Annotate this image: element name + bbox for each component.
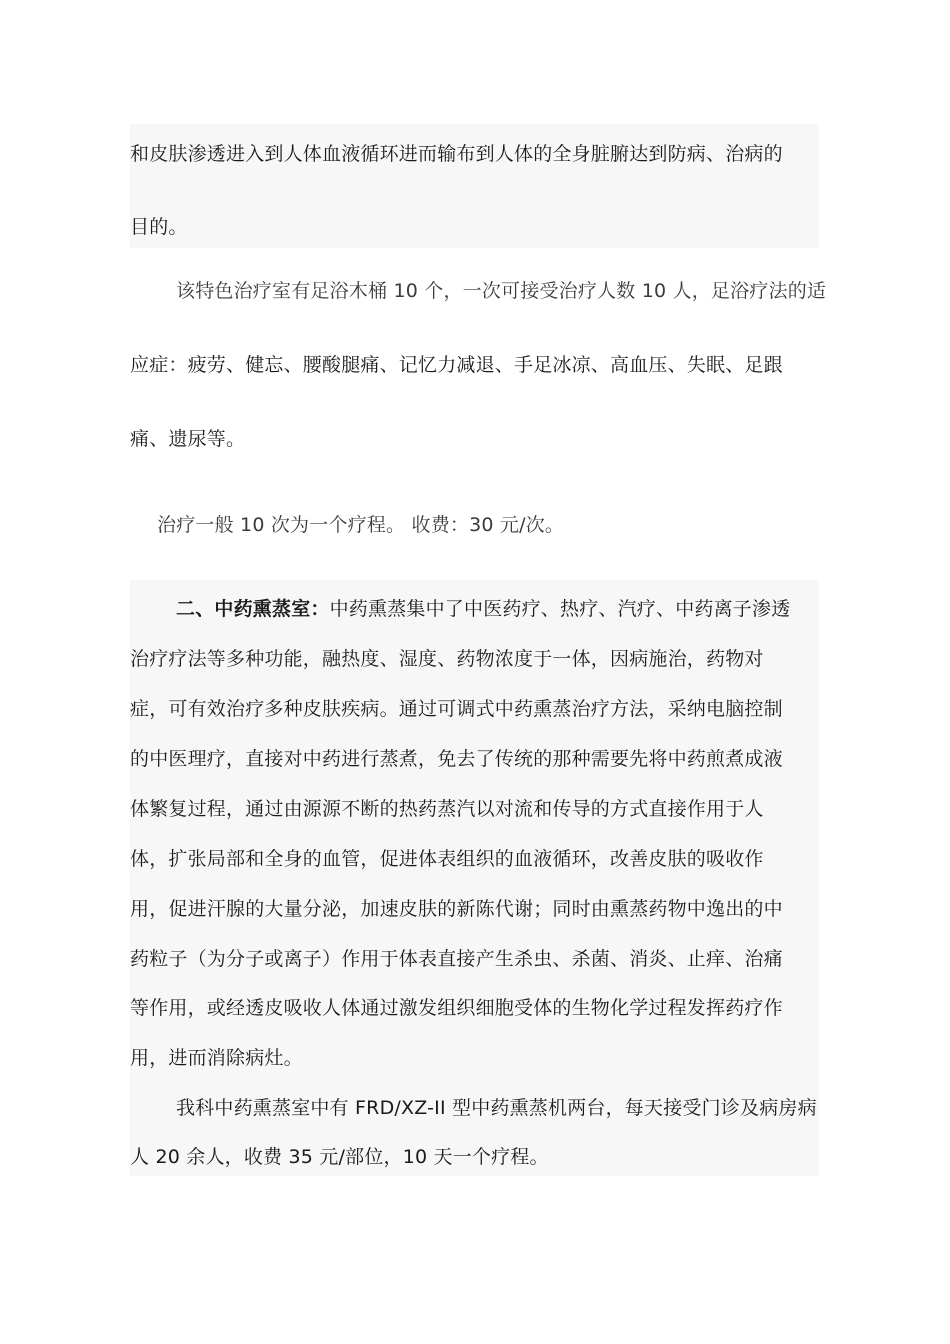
section2-line-10: 用，进而消除病灶。: [130, 1047, 303, 1069]
para2-line-3: 痛、遗尿等。: [130, 428, 246, 450]
para3-line: 治疗一般 10 次为一个疗程。 收费：30 元/次。: [157, 514, 565, 536]
section2-line-3: 症，可有效治疗多种皮肤疾病。通过可调式中药熏蒸治疗方法，采纳电脑控制: [130, 698, 783, 720]
para1-line-2: 目的。: [130, 216, 188, 238]
section2-line-2: 治疗疗法等多种功能，融热度、湿度、药物浓度于一体，因病施治，药物对: [130, 648, 764, 670]
section2-line-7: 用，促进汗腺的大量分泌，加速皮肤的新陈代谢；同时由熏蒸药物中逸出的中: [130, 898, 783, 920]
para2-line-1: 该特色治疗室有足浴木桶 10 个，一次可接受治疗人数 10 人，足浴疗法的适: [176, 280, 827, 302]
para5-line-2: 人 20 余人，收费 35 元/部位，10 天一个疗程。: [130, 1146, 549, 1168]
para5-line-1: 我科中药熏蒸室中有 FRD/XZ-II 型中药熏蒸机两台，每天接受门诊及病房病: [176, 1097, 817, 1119]
para2-line-2: 应症：疲劳、健忘、腰酸腿痛、记忆力减退、手足冰凉、高血压、失眠、足跟: [130, 354, 783, 376]
section2-line-8: 药粒子（为分子或离子）作用于体表直接产生杀虫、杀菌、消炎、止痒、治痛: [130, 948, 783, 970]
section2-line-4: 的中医理疗，直接对中药进行蒸煮，免去了传统的那种需要先将中药煎煮成液: [130, 748, 783, 770]
section2-line-5: 体繁复过程，通过由源源不断的热药蒸汽以对流和传导的方式直接作用于人: [130, 798, 764, 820]
section2-first-line-text: 中药熏蒸集中了中医药疗、热疗、汽疗、中药离子渗透: [329, 598, 791, 620]
section2-line-9: 等作用，或经透皮吸收人体通过激发组织细胞受体的生物化学过程发挥药疗作: [130, 997, 783, 1019]
section2-line-6: 体，扩张局部和全身的血管，促进体表组织的血液循环，改善皮肤的吸收作: [130, 848, 764, 870]
section2-first-line: [176, 594, 790, 621]
section2-heading: 二、中药熏蒸室：: [176, 598, 330, 620]
para1-line-1: 和皮肤渗透进入到人体血液循环进而输布到人体的全身脏腑达到防病、治病的: [130, 143, 783, 165]
